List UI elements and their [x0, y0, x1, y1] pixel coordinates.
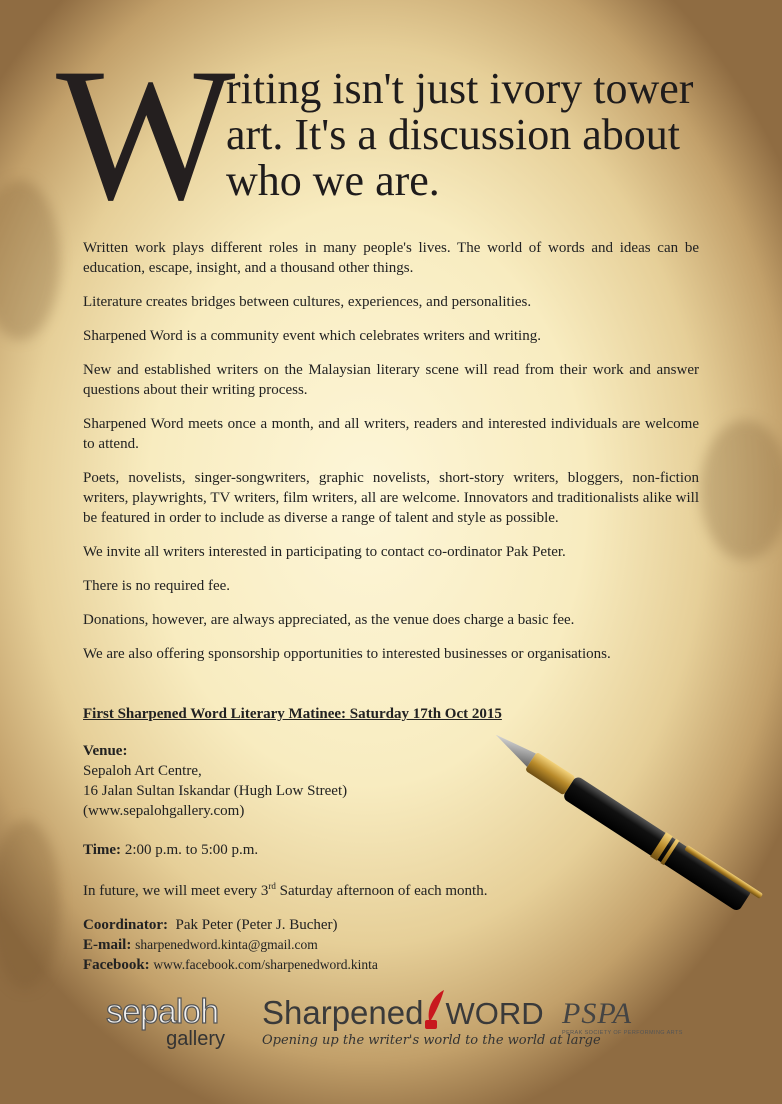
drop-cap: W [56, 30, 236, 240]
sepaloh-logo-text: sepaloh [106, 993, 219, 1031]
gallery-logo-text: gallery [166, 1028, 225, 1050]
paragraph: We are also offering sponsorship opportunities to interested businesses or organisations. [83, 646, 611, 662]
future-text: In future, we will meet every 3 [83, 883, 269, 899]
headline-text [226, 66, 693, 204]
pspa-logo [562, 997, 683, 1048]
pspa-logo-mark: PSPA [562, 997, 633, 1030]
paragraph: New and established writers on the Malaysian literary scene will read from their work and answer questions about their writing process. [83, 362, 699, 398]
time-label: Time: [83, 842, 122, 858]
contact-block [83, 915, 378, 975]
paragraph: Sharpened Word meets once a month, and all writers, readers and interested individuals are welcome to attend. [83, 416, 699, 452]
paragraph: There is no required fee. [83, 578, 231, 594]
future-schedule [83, 876, 487, 901]
time-value: 2:00 p.m. to 5:00 p.m. [124, 842, 259, 858]
paragraph: Literature creates bridges between cultures, experiences, and personalities. [83, 294, 532, 310]
pspa-logo-subtitle: PERAK SOCIETY OF PERFORMING ARTS [562, 1030, 683, 1036]
body-text [83, 238, 699, 678]
paragraph: Donations, however, are always appreciated, as the venue does charge a basic fee. [83, 612, 575, 628]
logo-word-sharpened: Sharpened [262, 994, 424, 1031]
headline-line: art. It's a discussion about [226, 110, 680, 159]
event-title: First Sharpened Word Literary Matinee: Saturday 17th Oct 2015 [83, 706, 502, 722]
venue-address: 16 Jalan Sultan Iskandar (Hugh Low Street) [83, 783, 348, 799]
time-block [83, 840, 258, 860]
headline-line: who we are. [226, 156, 440, 205]
paragraph: Poets, novelists, singer-songwriters, graphic novelists, short-story writers, bloggers, non-fiction writers, playwrights, TV writers, film writers, all are welcome. Innovators and traditionalists alike will be featured in order to include as diverse a range of talent and style as possible. [83, 470, 699, 526]
facebook-value[interactable]: www.facebook.com/sharpenedword.kinta [153, 957, 378, 972]
quill-inkwell-icon [423, 990, 445, 1030]
logo-word-word: WORD [445, 996, 544, 1031]
future-text-end: Saturday afternoon of each month. [275, 883, 488, 899]
headline-line: riting isn't just ivory tower [226, 64, 694, 113]
coordinator-label: Coordinator: [83, 917, 168, 933]
ordinal-suffix: rd [268, 881, 276, 891]
venue-website: (www.sepalohgallery.com) [83, 803, 245, 819]
sepaloh-gallery-logo [106, 995, 231, 1051]
venue-name: Sepaloh Art Centre, [83, 763, 202, 779]
venue-block [83, 741, 347, 821]
paper-stain [700, 420, 782, 560]
paragraph: Sharpened Word is a community event which celebrates writers and writing. [83, 328, 541, 344]
fountain-pen-image [488, 735, 782, 965]
email-label: E-mail: [83, 937, 132, 953]
paragraph: Written work plays different roles in many people's lives. The world of words and ideas can be education, escape, insight, and a thousand other things. [83, 240, 699, 276]
logo-tagline: Opening up the writer's world to the world at large [262, 1033, 601, 1048]
coordinator-value: Pak Peter (Peter J. Bucher) [175, 917, 338, 933]
email-value[interactable]: sharpenedword.kinta@gmail.com [135, 937, 318, 952]
headline [56, 30, 726, 240]
facebook-label: Facebook: [83, 957, 150, 973]
venue-label: Venue: [83, 743, 128, 759]
paragraph: We invite all writers interested in participating to contact co-ordinator Pak Peter. [83, 544, 566, 560]
